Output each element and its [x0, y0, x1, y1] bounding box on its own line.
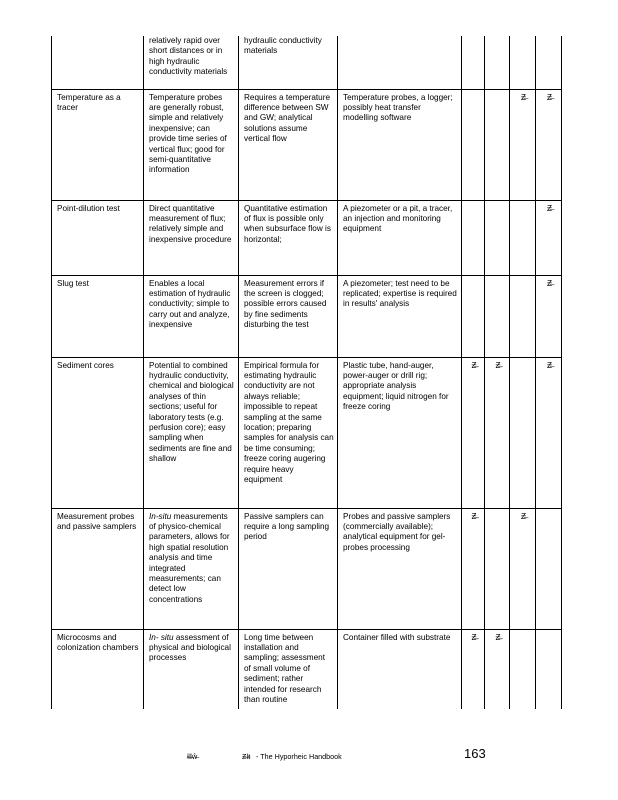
table-row: [52, 275, 562, 357]
check-mark: Ƶ̶: [495, 632, 501, 642]
limitations-cell-text: Measurement errors if the screen is clogged; possible errors caused by fine sediments disturbing the test: [244, 278, 327, 330]
mark-cell: [485, 629, 510, 709]
method-cell: [52, 200, 144, 275]
equipment-cell: [338, 275, 462, 357]
limitations-cell-text: Quantitative estimation of flux is possible only when subsurface flow is horizontal;: [244, 203, 331, 244]
equipment-cell: [338, 629, 462, 709]
equipment-cell-text: A piezometer; test need to be replicated; expertise is required in results' analysis: [343, 278, 457, 309]
advantages-cell: [144, 508, 239, 629]
advantages-cell: [144, 200, 239, 275]
advantages-cell: [144, 629, 239, 709]
page-number: 163: [464, 746, 486, 761]
limitations-cell: [239, 89, 338, 200]
mark-cell: [510, 275, 536, 357]
equipment-cell: [338, 200, 462, 275]
equipment-cell: [338, 89, 462, 200]
table-row: [52, 36, 562, 89]
methods-table: [51, 36, 562, 709]
method-cell: [52, 275, 144, 357]
advantages-cell-text: assessment of physical and biological processes: [149, 632, 231, 663]
check-mark: Ƶ̶: [546, 278, 552, 288]
mark-cell: [536, 357, 562, 508]
mark-cell: [462, 508, 485, 629]
table-row: [52, 629, 562, 709]
check-mark: Ƶ̶: [495, 360, 501, 370]
check-mark: Ƶ̶: [471, 360, 477, 370]
mark-cell: [536, 508, 562, 629]
mark-cell: [485, 36, 510, 89]
advantages-cell: [144, 275, 239, 357]
advantages-cell-italic: In- situ: [149, 632, 174, 642]
mark-cell: [462, 357, 485, 508]
mark-cell: [510, 89, 536, 200]
mark-cell: [485, 357, 510, 508]
equipment-cell: [338, 36, 462, 89]
mark-cell: [510, 200, 536, 275]
table-row: [52, 200, 562, 275]
limitations-cell-text: Long time between installation and sampling; assessment of small volume of sediment; rather intended for research than routine: [244, 632, 325, 704]
check-mark: Ƶ̶: [520, 92, 526, 102]
advantages-cell-text: Direct quantitative measurement of flux; relatively simple and inexpensive procedure: [149, 203, 232, 244]
advantages-cell-text: relatively rapid over short distances or in high hydraulic conductivity materials: [149, 36, 228, 77]
equipment-cell-text: Plastic tube, hand-auger, power-auger or drill rig; appropriate analysis equipment; liquid nitrogen for freeze coring: [343, 360, 449, 412]
mark-cell: [462, 629, 485, 709]
check-mark: Ƶ̶: [546, 360, 552, 370]
advantages-cell: [144, 357, 239, 508]
method-cell-text: Sediment cores: [57, 360, 114, 370]
mark-cell: [536, 275, 562, 357]
footer-left-text: Ɨ̶ǁ̶ŵ̶: [187, 752, 198, 761]
method-cell: [52, 89, 144, 200]
advantages-cell: [144, 36, 239, 89]
method-cell: [52, 508, 144, 629]
limitations-cell: [239, 36, 338, 89]
check-mark: Ƶ̶: [520, 511, 526, 521]
limitations-cell-text: Empirical formula for estimating hydraulic conductivity are not always reliable; impossible to repeat sampling at the same location; preparing samples for analysis can be time consuming; freeze coring augering require heavy equipment: [244, 360, 334, 484]
advantages-cell-text: Temperature probes are generally robust, simple and relatively inexpensive; can provide time series of vertical flux; good for semi-quantitative information: [149, 92, 227, 175]
mark-cell: [462, 36, 485, 89]
limitations-cell: [239, 275, 338, 357]
equipment-cell-text: Probes and passive samplers (commercially available); analytical equipment for gel-probes processing: [343, 511, 451, 552]
equipment-cell-text: Container filled with substrate: [343, 632, 451, 642]
method-cell-text: Temperature as a tracer: [57, 92, 121, 112]
check-mark: Ƶ̶: [471, 632, 477, 642]
check-mark: Ƶ̶: [546, 203, 552, 213]
equipment-cell-text: A piezometer or a pit, a tracer, an injection and monitoring equipment: [343, 203, 453, 234]
check-mark: Ƶ̶: [546, 92, 552, 102]
mark-cell: [510, 357, 536, 508]
mark-cell: [510, 629, 536, 709]
method-cell-text: Slug test: [57, 278, 89, 288]
advantages-cell-text: measurements of physico-chemical parameters, allows for high spatial resolution analysis and time integrated measurements; can detect low concentrations: [149, 511, 230, 604]
mark-cell: [536, 629, 562, 709]
mark-cell: [485, 89, 510, 200]
mark-cell: [462, 275, 485, 357]
method-cell: [52, 629, 144, 709]
table-row: [52, 89, 562, 200]
equipment-cell: [338, 357, 462, 508]
equipment-cell-text: Temperature probes, a logger; possibly heat transfer modelling software: [343, 92, 453, 123]
footer-mid-text: Ƶ̶ǀ̶ŧ: [242, 752, 251, 761]
mark-cell: [485, 508, 510, 629]
method-cell: [52, 36, 144, 89]
mark-cell: [462, 89, 485, 200]
mark-cell: [510, 36, 536, 89]
method-cell-text: Measurement probes and passive samplers: [57, 511, 137, 531]
method-cell-text: Microcosms and colonization chambers: [57, 632, 139, 652]
advantages-cell: [144, 89, 239, 200]
table-row: [52, 508, 562, 629]
mark-cell: [536, 200, 562, 275]
mark-cell: [462, 200, 485, 275]
method-cell-text: Point-dilution test: [57, 203, 120, 213]
limitations-cell-text: hydraulic conductivity materials: [244, 36, 322, 56]
limitations-cell: [239, 629, 338, 709]
advantages-cell-text: Enables a local estimation of hydraulic conductivity; simple to carry out and analyze, inexpensive: [149, 278, 231, 330]
table-row: [52, 357, 562, 508]
method-cell: [52, 357, 144, 508]
mark-cell: [510, 508, 536, 629]
limitations-cell: [239, 508, 338, 629]
mark-cell: [536, 89, 562, 200]
limitations-cell: [239, 357, 338, 508]
check-mark: Ƶ̶: [471, 511, 477, 521]
limitations-cell-text: Passive samplers can require a long sampling period: [244, 511, 330, 542]
limitations-cell-text: Requires a temperature difference between SW and GW; analytical solutions assume vertical flow: [244, 92, 331, 144]
footer-title: - The Hyporheic Handbook: [256, 752, 342, 761]
mark-cell: [485, 200, 510, 275]
equipment-cell: [338, 508, 462, 629]
advantages-cell-text: Potential to combined hydraulic conductivity, chemical and biological analyses of thin sections; useful for laboratory tests (e.g. perfusion core); easy sampling when sediments are fine and shallow: [149, 360, 234, 464]
advantages-cell-italic: In-situ: [149, 511, 172, 521]
mark-cell: [485, 275, 510, 357]
limitations-cell: [239, 200, 338, 275]
mark-cell: [536, 36, 562, 89]
